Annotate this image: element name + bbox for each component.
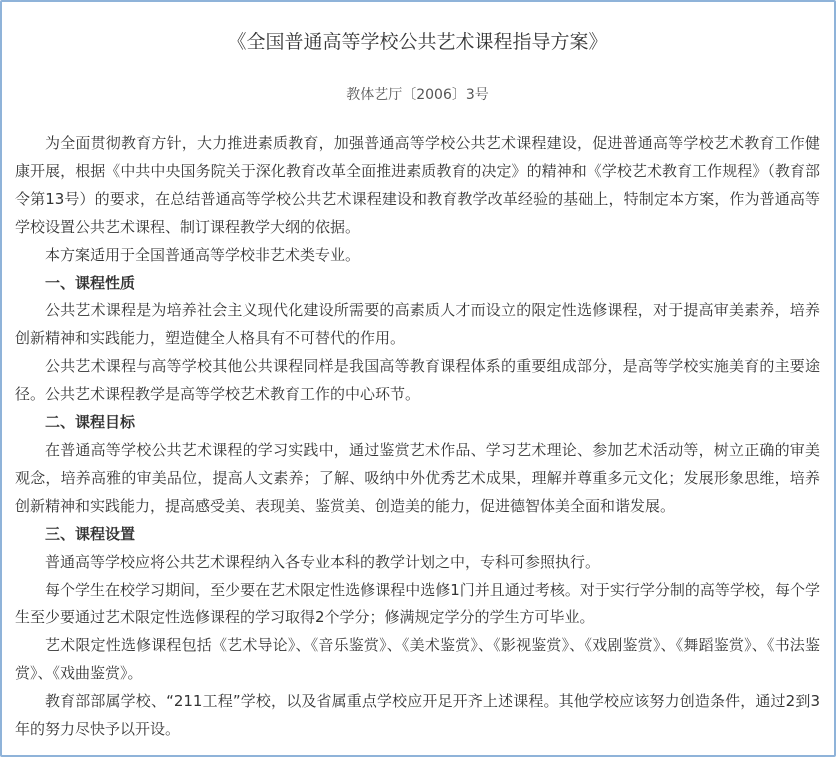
paragraph: 每个学生在校学习期间，至少要在艺术限定性选修课程中选修1门并且通过考核。对于实行学分制的高等学校，每个学生至少要通过艺术限定性选修课程的学习取得2个学分；修满规定学分的学生方可毕业。 [15, 580, 820, 627]
paragraph: 公共艺术课程是为培养社会主义现代化建设所需要的高素质人才而设立的限定性选修课程，对于提高审美素养，培养创新精神和实践能力，塑造健全人格具有不可替代的作用。 [15, 301, 820, 348]
section-heading: 二、课程目标 [45, 413, 136, 432]
paragraph: 在普通高等学校公共艺术课程的学习实践中，通过鉴赏艺术作品、学习艺术理论、参加艺术活动等，树立正确的审美观念，培养高雅的审美品位，提高人文素养；了解、吸纳中外优秀艺术成果，理解并尊重多元文化；发展形象思维，培养创新精神和实践能力，提高感受美、表现美、鉴赏美、创造美的能力，促进德智体美全面和谐发展。 [15, 440, 820, 515]
section-heading: 三、课程设置 [45, 524, 136, 543]
paragraph: 为全面贯彻教育方针，大力推进素质教育，加强普通高等学校公共艺术课程建设，促进普通高等学校艺术教育工作健康开展，根据《中共中央国务院关于深化教育改革全面推进素质教育的决定》的精神和《学校艺术教育工作规程》（教育部令第13号）的要求，在总结普通高等学校公共艺术课程建设和教育教学改革经验的基础上，特制定本方案，作为普通高等学校设置公共艺术课程、制订课程教学大纲的依据。 [15, 134, 820, 236]
document-number: 教体艺厅〔2006〕3号 [346, 87, 489, 103]
section-heading: 一、课程性质 [45, 273, 136, 292]
paragraph: 艺术限定性选修课程包括《艺术导论》、《音乐鉴赏》、《美术鉴赏》、《影视鉴赏》、《戏剧鉴赏》、《舞蹈鉴赏》、《书法鉴赏》、《戏曲鉴赏》。 [15, 636, 820, 683]
document-body [15, 130, 820, 744]
paragraph: 普通高等学校应将公共艺术课程纳入各专业本科的教学计划之中，专科可参照执行。 [45, 552, 601, 571]
document-title: 《全国普通高等学校公共艺术课程指导方案》 [227, 31, 608, 53]
paragraph: 公共艺术课程与高等学校其他公共课程同样是我国高等教育课程体系的重要组成部分，是高等学校实施美育的主要途径。公共艺术课程教学是高等学校艺术教育工作的中心环节。 [15, 357, 820, 404]
paragraph: 教育部部属学校、“211工程”学校，以及省属重点学校应开足开齐上述课程。其他学校应该努力创造条件，通过2到3年的努力尽快予以开设。 [15, 692, 820, 739]
paragraph: 本方案适用于全国普通高等学校非艺术类专业。 [45, 245, 361, 264]
document-content [15, 0, 820, 744]
